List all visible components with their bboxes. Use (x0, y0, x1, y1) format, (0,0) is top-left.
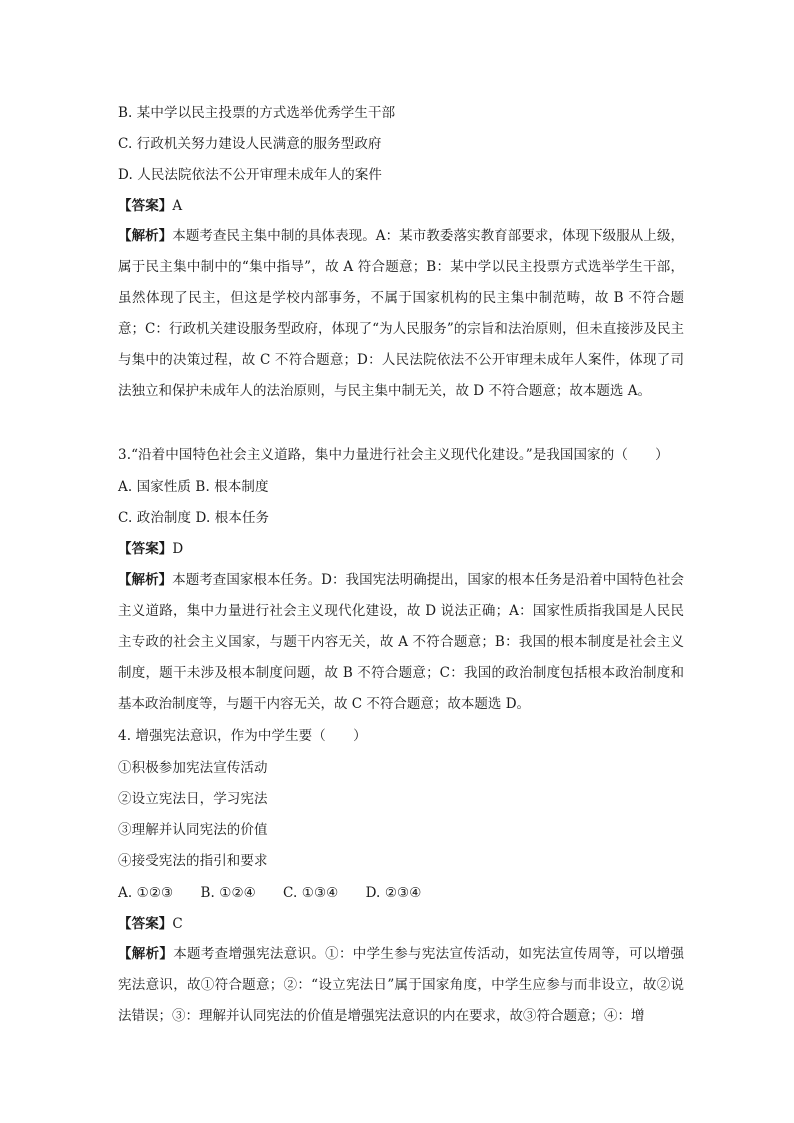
q3-stem: 3.“沿着中国特色社会主义道路，集中力量进行社会主义现代化建设。”是我国国家的（ ） (118, 447, 669, 463)
q2-analysis-label: 【解析】 (118, 228, 173, 244)
q2-answer-label: 【答案】 (118, 198, 173, 214)
q4-item-1: ①积极参加宪法宣传活动 (118, 760, 268, 776)
q4-item-3: ③理解并认同宪法的价值 (118, 822, 268, 838)
q4-choices: A. ①②③ B. ①②④ C. ①③④ D. ②③④ (118, 885, 422, 901)
q2-option-c: C. 行政机关努力建设人民满意的服务型政府 (118, 136, 382, 152)
q4-item-4: ④接受宪法的指引和要求 (118, 853, 268, 869)
q3-analysis (118, 565, 684, 720)
q3-answer-value: D (172, 541, 184, 557)
q3-options-line2: C. 政治制度 D. 根本任务 (118, 510, 270, 526)
q2-answer (118, 197, 698, 215)
q4-answer-value: C (172, 916, 183, 932)
q3-answer-label: 【答案】 (118, 541, 173, 557)
q2-analysis-text: 本题考查民主集中制的具体表现。A：某市教委落实教育部要求，体现下级服从上级，属于民主集中制中的“集中指导”，故 A 符合题意；B：某中学以民主投票方式选举学生干部，虽然体现了民主，但这是学校内部事务，不属于国家机构的民主集中制范畴，故 B 不符合题意；C：行政机关建设服务型政府，体现了“为人民服务”的宗旨和法治原则，但未直接涉及民主与集中的决策过程，故 C 不符合题意；D：人民法院依法不公开审理未成年人案件，体现了司法独立和保护未成年人的法治原则，与民主集中制无关，故 D 不符合题意；故本题选 A。 (118, 228, 685, 399)
q4-analysis-text: 本题考查增强宪法意识。①：中学生参与宪法宣传活动，如宪法宣传周等，可以增强宪法意识，故①符合题意；②：“设立宪法日”属于国家角度，中学生应参与而非设立，故②说法错误；③：理解并认同宪法的价值是增强宪法意识的内在要求，故③符合题意；④：增 (118, 946, 684, 1024)
q2-option-b: B. 某中学以民主投票的方式选举优秀学生干部 (118, 105, 396, 121)
q4-item-2: ②设立宪法日，学习宪法 (118, 791, 268, 807)
q4-analysis-label: 【解析】 (118, 946, 174, 962)
q4-answer (118, 915, 698, 933)
q3-analysis-label: 【解析】 (118, 572, 173, 588)
q2-answer-value: A (172, 198, 183, 214)
q3-analysis-text: 本题考查国家根本任务。D：我国宪法明确提出，国家的根本任务是沿着中国特色社会主义道路，集中力量进行社会主义现代化建设，故 D 说法正确；A：国家性质指我国是人民民主专政的社会主义国家，与题干内容无关，故 A 不符合题意；B：我国的根本制度是社会主义制度，题干未涉及根本制度问题，故 B 不符合题意；C：我国的政治制度包括根本政治制度和基本政治制度等，与题干内容无关，故 C 不符合题意；故本题选 D。 (118, 572, 685, 712)
q2-analysis (118, 221, 684, 407)
q3-answer (118, 540, 698, 558)
q4-analysis (118, 939, 684, 1032)
q4-answer-label: 【答案】 (118, 916, 173, 932)
q3-options-line1: A. 国家性质 B. 根本制度 (118, 479, 269, 495)
q2-option-d: D. 人民法院依法不公开审理未成年人的案件 (118, 167, 383, 183)
q4-stem: 4. 增强宪法意识，作为中学生要（ ） (118, 728, 367, 744)
